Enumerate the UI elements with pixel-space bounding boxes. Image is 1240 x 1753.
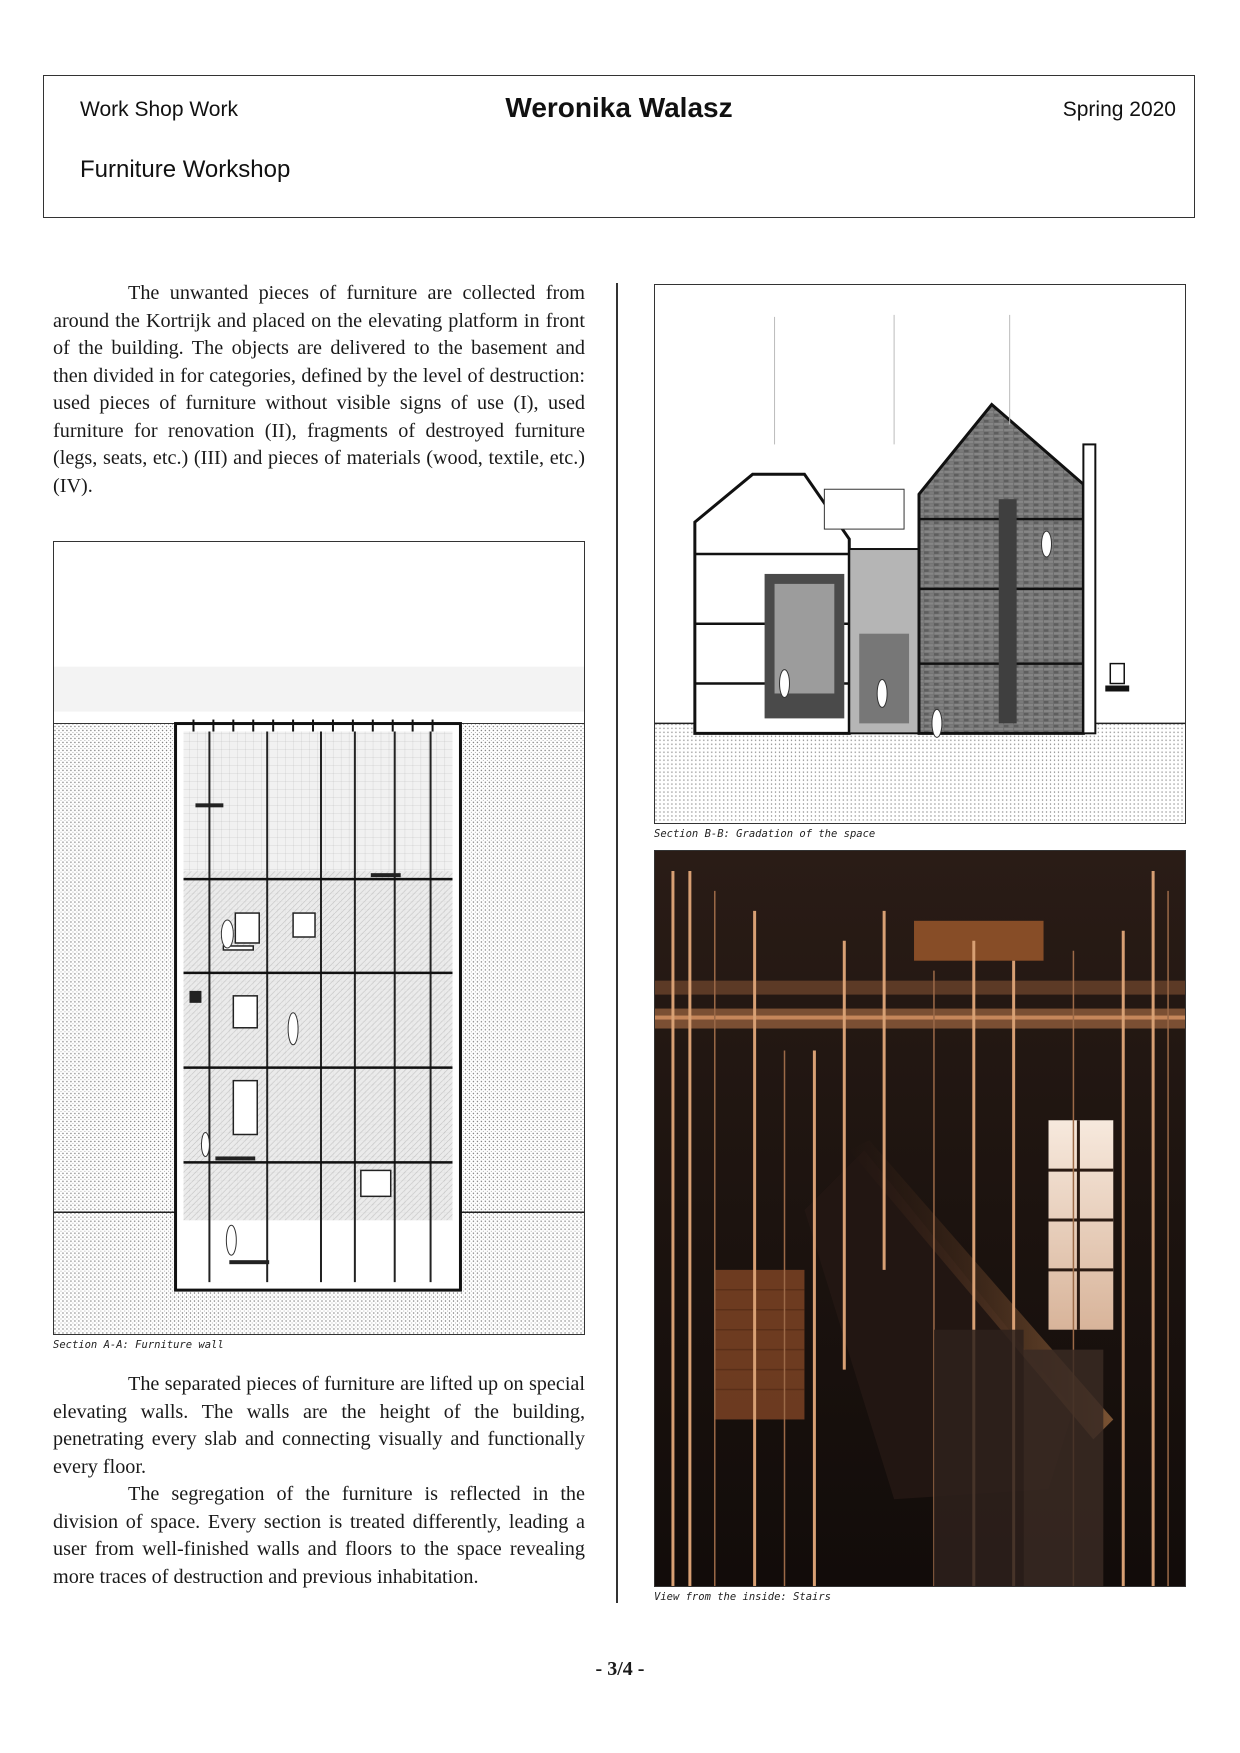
section-a-caption: Section A-A: Furniture wall (53, 1339, 224, 1351)
workshop-title: Furniture Workshop (80, 156, 291, 183)
section-b-caption: Section B-B: Gradation of the space (654, 828, 876, 840)
column-divider (616, 283, 618, 1603)
section-a-drawing (53, 541, 585, 1335)
segregation-text: The segregation of the furniture is reflected in the division of space. Every section is treated differently, leading a user from well-finished walls and floors to the space revealing more traces of destruction and previous inhabitation. (53, 1483, 585, 1588)
course-label: Work Shop Work (80, 98, 238, 121)
header-box (43, 75, 1195, 218)
intro-paragraph (53, 280, 585, 500)
view-caption: View from the inside: Stairs (654, 1591, 832, 1603)
walls-paragraph (53, 1371, 585, 1591)
section-b-drawing (654, 284, 1186, 824)
author-name: Weronika Walasz (505, 92, 733, 123)
interior-stairs-render (654, 850, 1186, 1587)
semester-label: Spring 2020 (1062, 98, 1176, 121)
page-number: - 3/4 - (595, 1658, 645, 1680)
walls-text: The separated pieces of furniture are lifted up on special elevating walls. The walls are the height of the building, penetrating every slab and connecting visually and functionally every floor. (53, 1373, 585, 1478)
intro-text: The unwanted pieces of furniture are collected from around the Kortrijk and placed on the elevating platform in front of the building. The objects are delivered to the basement and then divided in for categories, defined by the level of destruction: used pieces of furniture without visible signs of use (I), used furniture for renovation (II), fragments of destroyed furniture (legs, seats, etc.) (III) and pieces of materials (wood, textile, etc.) (IV). (53, 282, 585, 497)
